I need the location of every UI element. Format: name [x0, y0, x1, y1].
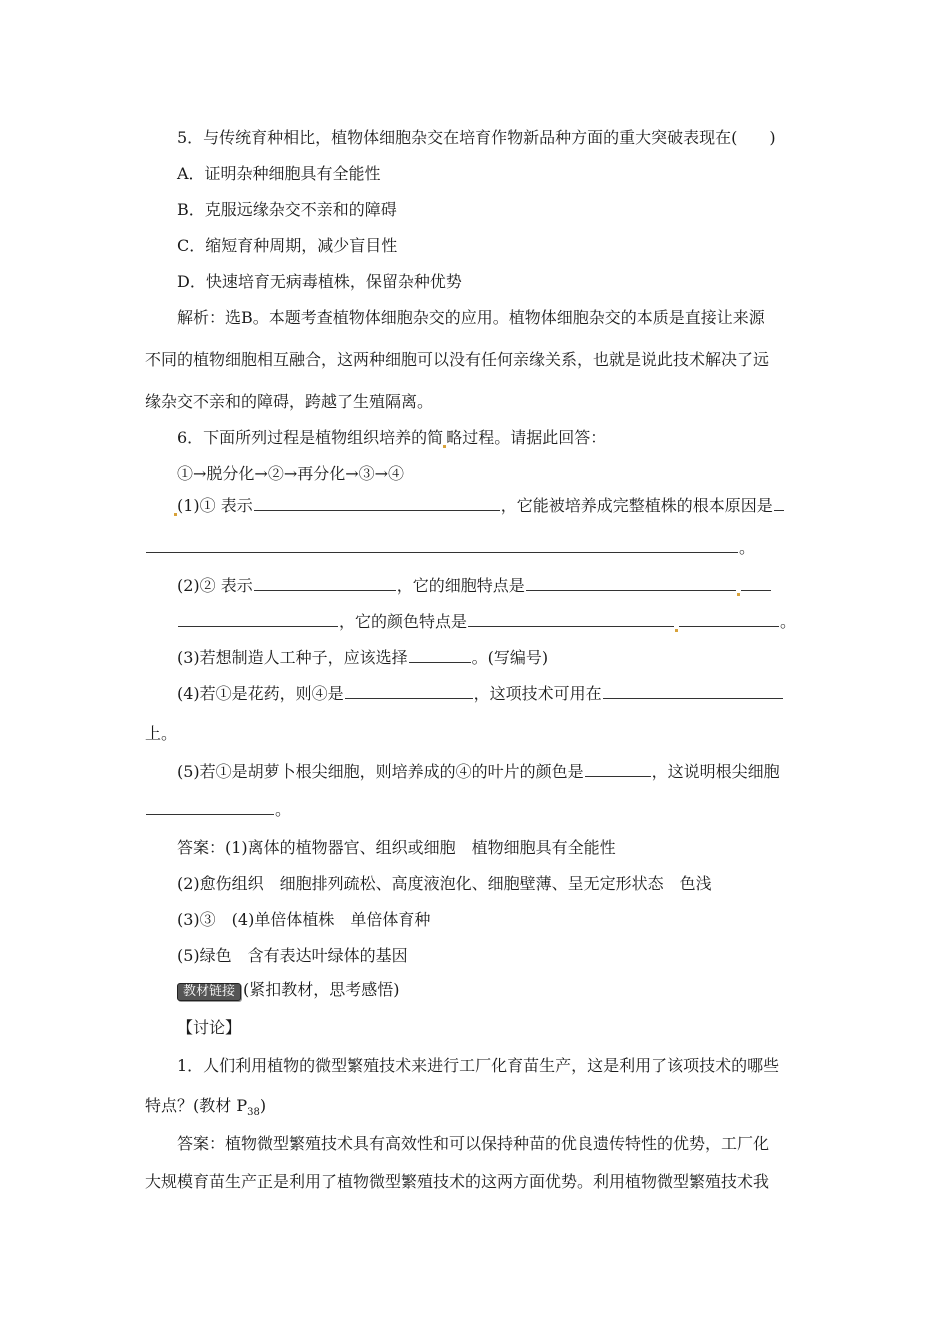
q6-stem: [177, 428, 606, 448]
q6-stem-text: 6．下面所列过程是植物组织培养的简: [177, 428, 444, 447]
q6-part4-end: 上。: [145, 724, 178, 743]
answer-line: (3)③ (4)单倍体植株 单倍体育种: [177, 910, 431, 929]
q6-part2-text: 。: [780, 612, 797, 631]
discussion-title: 【讨论】: [177, 1018, 242, 1037]
q6-part1-text: ，它能被培养成完整植株的根本原因是: [500, 496, 773, 515]
answer-line: 答案：(1)离体的植物器官、组织或细胞 植物细胞具有全能性: [177, 838, 616, 857]
q6-flow: ①→脱分化→②→再分化→③→④: [177, 464, 405, 483]
q6-part2-text: ，它的颜色特点是: [339, 612, 468, 631]
q6-part1: [174, 496, 785, 516]
q5-option-c: C．缩短育种周期，减少盲目性: [177, 236, 398, 255]
q6-part2: [177, 576, 772, 596]
q5-option-a: A．证明杂种细胞具有全能性: [177, 164, 381, 183]
q6-part4-text: ，这项技术可用在: [473, 684, 602, 703]
q6-part1-text: 。: [739, 538, 756, 557]
textbook-link: [177, 980, 400, 1001]
answer-line: (2)愈伤组织 细胞排列疏松、高度液泡化、细胞壁薄、呈无定形状态 色浅: [177, 874, 712, 893]
q5-analysis-line: 解析：选B。本题考查植物体细胞杂交的应用。植物体细胞杂交的本质是直接让来源: [177, 308, 765, 327]
discussion-text: ): [259, 1096, 267, 1115]
q6-part5: [177, 762, 780, 782]
discussion-answer-line: 答案：植物微型繁殖技术具有高效性和可以保持种苗的优良遗传特性的优势，工厂化: [177, 1134, 770, 1153]
answer-blank[interactable]: [409, 648, 471, 663]
answer-blank[interactable]: [345, 684, 473, 699]
answer-blank[interactable]: [526, 576, 736, 591]
mark-dot: [675, 629, 678, 632]
q6-part5-text: 。: [275, 800, 292, 819]
q6-part2-cont: [177, 612, 796, 632]
q6-part3-text: (3)若想制造人工种子，应该选择: [177, 648, 408, 667]
answer-blank[interactable]: [146, 538, 738, 553]
discussion-text: 特点？(教材 P: [145, 1096, 248, 1115]
q6-part5-cont: [145, 800, 291, 820]
answer-blank[interactable]: [585, 762, 651, 777]
answer-blank[interactable]: [679, 612, 779, 627]
textbook-link-text: (紧扣教材，思考感悟): [243, 980, 400, 999]
q6-part5-text: (5)若①是胡萝卜根尖细胞，则培养成的④的叶片的颜色是: [177, 762, 584, 781]
q5-analysis-line: 缘杂交不亲和的障碍，跨越了生殖隔离。: [145, 392, 434, 411]
q6-part2-text: ，它的细胞特点是: [396, 576, 525, 595]
answer-blank[interactable]: [254, 496, 500, 511]
q6-part1-text: (1)① 表示: [177, 496, 253, 515]
q6-part5-text: ，这说明根尖细胞: [651, 762, 780, 781]
q5-analysis-line: 不同的植物细胞相互融合，这两种细胞可以没有任何亲缘关系，也就是说此技术解决了远: [145, 350, 770, 369]
answer-line: (5)绿色 含有表达叶绿体的基因: [177, 946, 408, 965]
page-ref-subscript: 38: [247, 1107, 260, 1119]
discussion-answer-line: 大规模育苗生产正是利用了植物微型繁殖技术的这两方面优势。利用植物微型繁殖技术我: [145, 1172, 770, 1191]
discussion-question-cont: [145, 1096, 266, 1123]
q6-part1-cont: [145, 538, 755, 558]
textbook-link-badge: 教材链接: [177, 983, 241, 1001]
q5-option-d: D．快速培育无病毒植株，保留杂种优势: [177, 272, 462, 291]
answer-blank[interactable]: [774, 496, 784, 511]
answer-blank[interactable]: [178, 612, 338, 627]
q6-part4: [177, 684, 784, 704]
q5-stem: 5．与传统育种相比，植物体细胞杂交在培育作物新品种方面的重大突破表现在( ): [177, 128, 776, 147]
answer-blank[interactable]: [603, 684, 783, 699]
q6-part2-text: (2)② 表示: [177, 576, 253, 595]
discussion-question: 1．人们利用植物的微型繁殖技术来进行工厂化育苗生产，这是利用了该项技术的哪些: [177, 1056, 780, 1075]
answer-blank[interactable]: [741, 576, 771, 591]
q6-stem-text: 略过程。请据此回答：: [446, 428, 607, 447]
mark-dot: [737, 593, 740, 596]
q6-part3-text: 。(写编号): [471, 648, 549, 667]
answer-blank[interactable]: [254, 576, 396, 591]
answer-blank[interactable]: [146, 800, 274, 815]
answer-blank[interactable]: [468, 612, 674, 627]
q5-option-b: B．克服远缘杂交不亲和的障碍: [177, 200, 397, 219]
q6-part3: [177, 648, 548, 668]
q6-part4-text: (4)若①是花药，则④是: [177, 684, 344, 703]
